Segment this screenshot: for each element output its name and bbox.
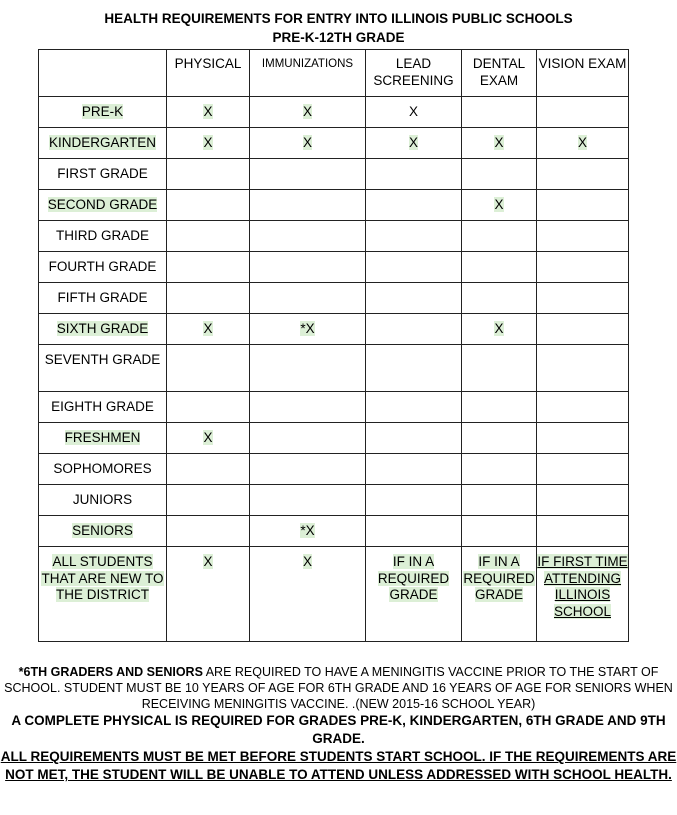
cell-lead-screening: [366, 190, 462, 221]
requirement-note: ALL REQUIREMENTS MUST BE MET BEFORE STUDENTS START SCHOOL. IF THE REQUIREMENTS ARE NOT MET, THE STUDENT WILL BE UNABLE TO ATTEND UNLESS ADDRESSED WITH SCHOOL HEALTH.: [0, 749, 677, 782]
row-label: [39, 314, 167, 345]
cell-physical: [167, 314, 250, 345]
highlighted-text: IF IN A REQUIRED GRADE: [463, 554, 535, 602]
cell-immunizations: [250, 423, 366, 454]
cell-dental-exam: [462, 547, 537, 642]
cell-vision-exam: [537, 252, 629, 283]
highlighted-text: X: [494, 197, 504, 212]
column-header-physical: PHYSICAL: [167, 50, 250, 97]
table-row: [39, 128, 629, 159]
cell-vision-exam: [537, 423, 629, 454]
table-row: [39, 190, 629, 221]
row-label: SEVENTH GRADE: [39, 345, 167, 392]
highlighted-text: X: [494, 135, 504, 150]
highlighted-text: X: [302, 554, 312, 569]
document-title: HEALTH REQUIREMENTS FOR ENTRY INTO ILLINOIS PUBLIC SCHOOLS: [104, 11, 573, 26]
cell-immunizations: [250, 516, 366, 547]
cell-vision-exam: [537, 485, 629, 516]
cell-lead-screening: [366, 345, 462, 392]
highlighted-text: X: [302, 104, 312, 119]
cell-dental-exam: [462, 516, 537, 547]
table-row: [39, 283, 629, 314]
cell-physical: [167, 252, 250, 283]
highlighted-text: X: [494, 321, 504, 336]
cell-immunizations: [250, 159, 366, 190]
row-label: FOURTH GRADE: [39, 252, 167, 283]
table-row: [39, 423, 629, 454]
highlighted-text: ALL STUDENTS THAT ARE NEW TO THE DISTRICT: [41, 554, 164, 602]
cell-lead-screening: [366, 547, 462, 642]
row-label: [39, 128, 167, 159]
cell-dental-exam: [462, 128, 537, 159]
row-label: [39, 97, 167, 128]
cell-dental-exam: [462, 392, 537, 423]
cell-lead-screening: [366, 392, 462, 423]
highlighted-text: SIXTH GRADE: [56, 321, 149, 336]
table-row: [39, 221, 629, 252]
cell-immunizations: [250, 221, 366, 252]
column-header-immunizations: IMMUNIZATIONS: [250, 50, 366, 97]
meningitis-note-text: ARE REQUIRED TO HAVE A MENINGITIS VACCINE PRIOR TO THE START OF SCHOOL. STUDENT MUST BE 10 YEARS OF AGE FOR 6TH GRADE AND 16 YEARS OF AGE FOR SENIORS WHEN RECEIVING MENINGITIS VACCINE. .(NEW 2015-16 SCHOOL YEAR): [4, 665, 673, 711]
highlighted-text: FRESHMEN: [64, 430, 141, 445]
column-header-lead-screening: LEAD SCREENING: [366, 50, 462, 97]
cell-lead-screening: [366, 221, 462, 252]
cell-vision-exam: [537, 190, 629, 221]
row-label: JUNIORS: [39, 485, 167, 516]
cell-immunizations: [250, 454, 366, 485]
cell-dental-exam: [462, 159, 537, 190]
highlighted-text: X: [577, 135, 587, 150]
cell-physical: [167, 283, 250, 314]
table-row: [39, 345, 629, 392]
cell-physical: [167, 392, 250, 423]
cell-lead-screening: [366, 159, 462, 190]
highlighted-text: *X: [300, 321, 315, 336]
table-row: [39, 485, 629, 516]
cell-lead-screening: X: [366, 97, 462, 128]
row-label: [39, 190, 167, 221]
cell-vision-exam: [537, 97, 629, 128]
document-subtitle: PRE-K-12TH GRADE: [272, 30, 405, 45]
highlighted-text: IF FIRST TIME ATTENDING ILLINOIS SCHOOL: [537, 554, 628, 619]
cell-vision-exam: [537, 128, 629, 159]
cell-physical: [167, 97, 250, 128]
cell-physical: [167, 128, 250, 159]
cell-lead-screening: [366, 252, 462, 283]
highlighted-text: *X: [300, 523, 315, 538]
header-row: [39, 50, 629, 97]
table-row: [39, 159, 629, 190]
row-label: THIRD GRADE: [39, 221, 167, 252]
row-label: [39, 423, 167, 454]
cell-dental-exam: [462, 423, 537, 454]
highlighted-text: KINDERGARTEN: [48, 135, 157, 150]
cell-immunizations: [250, 190, 366, 221]
cell-immunizations: [250, 345, 366, 392]
cell-vision-exam: [537, 159, 629, 190]
cell-dental-exam: [462, 190, 537, 221]
cell-vision-exam: [537, 516, 629, 547]
row-label: [39, 516, 167, 547]
cell-physical: [167, 516, 250, 547]
highlighted-text: X: [203, 321, 213, 336]
cell-vision-exam: [537, 221, 629, 252]
cell-dental-exam: [462, 252, 537, 283]
cell-lead-screening: [366, 485, 462, 516]
cell-lead-screening: [366, 314, 462, 345]
cell-physical: [167, 547, 250, 642]
highlighted-text: X: [203, 430, 213, 445]
cell-dental-exam: [462, 97, 537, 128]
column-header-blank: [39, 50, 167, 97]
cell-physical: [167, 423, 250, 454]
column-header-vision-exam: VISION EXAM: [537, 50, 629, 97]
cell-immunizations: [250, 283, 366, 314]
cell-dental-exam: [462, 485, 537, 516]
cell-dental-exam: [462, 454, 537, 485]
table-row: [39, 454, 629, 485]
cell-vision-exam: [537, 283, 629, 314]
cell-vision-exam: [537, 392, 629, 423]
cell-immunizations: [250, 485, 366, 516]
highlighted-text: X: [203, 104, 213, 119]
cell-lead-screening: [366, 128, 462, 159]
cell-dental-exam: [462, 345, 537, 392]
table-row: [39, 392, 629, 423]
cell-physical: [167, 454, 250, 485]
cell-vision-exam: [537, 454, 629, 485]
cell-immunizations: [250, 314, 366, 345]
row-label: FIFTH GRADE: [39, 283, 167, 314]
cell-immunizations: [250, 252, 366, 283]
highlighted-text: X: [203, 135, 213, 150]
meningitis-note-lead: *6TH GRADERS AND SENIORS: [18, 665, 203, 679]
cell-vision-exam: [537, 314, 629, 345]
table-body: [39, 97, 629, 642]
table-row: [39, 516, 629, 547]
cell-physical: [167, 345, 250, 392]
table-row: [39, 547, 629, 642]
row-label: [39, 547, 167, 642]
cell-physical: [167, 190, 250, 221]
table-row: [39, 314, 629, 345]
highlighted-text: SECOND GRADE: [47, 197, 158, 212]
cell-lead-screening: [366, 454, 462, 485]
cell-lead-screening: [366, 516, 462, 547]
highlighted-text: X: [302, 135, 312, 150]
physical-note: A COMPLETE PHYSICAL IS REQUIRED FOR GRADES PRE-K, KINDERGARTEN, 6TH GRADE AND 9TH GRADE.: [11, 713, 666, 746]
cell-dental-exam: [462, 221, 537, 252]
row-label: SOPHOMORES: [39, 454, 167, 485]
cell-dental-exam: [462, 314, 537, 345]
cell-physical: [167, 221, 250, 252]
highlighted-text: PRE-K: [81, 104, 124, 119]
cell-immunizations: [250, 392, 366, 423]
cell-vision-exam: [537, 345, 629, 392]
row-label: FIRST GRADE: [39, 159, 167, 190]
row-label: EIGHTH GRADE: [39, 392, 167, 423]
cell-lead-screening: [366, 283, 462, 314]
cell-immunizations: [250, 128, 366, 159]
requirements-table: [38, 49, 629, 642]
cell-dental-exam: [462, 283, 537, 314]
highlighted-text: IF IN A REQUIRED GRADE: [377, 554, 450, 602]
table-row: [39, 97, 629, 128]
highlighted-text: SENIORS: [72, 523, 133, 538]
cell-immunizations: [250, 547, 366, 642]
table-row: [39, 252, 629, 283]
cell-immunizations: [250, 97, 366, 128]
cell-vision-exam: [537, 547, 629, 642]
column-header-dental-exam: DENTAL EXAM: [462, 50, 537, 97]
highlighted-text: X: [203, 554, 213, 569]
cell-physical: [167, 485, 250, 516]
highlighted-text: X: [408, 135, 418, 150]
cell-lead-screening: [366, 423, 462, 454]
meningitis-note: [0, 664, 677, 712]
notes-section: [0, 664, 677, 784]
cell-physical: [167, 159, 250, 190]
